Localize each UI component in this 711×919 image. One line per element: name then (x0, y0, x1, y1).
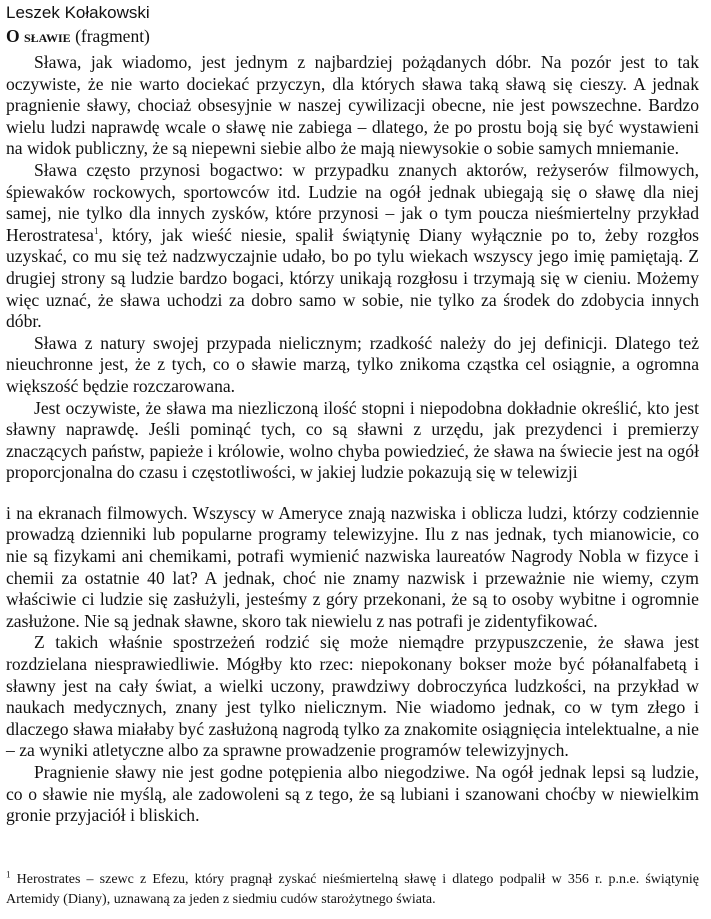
footnote-mark: 1 (6, 869, 11, 880)
paragraph-4-continued: i na ekranach filmowych. Wszyscy w Ameryce znają nazwiska i oblicza ludzi, którzy codziennie prowadzą dzienniki lub popularne programy telewizyjne. Ilu z nas jednak, tych mianowicie, co nie są fizykami ani chemikami, potrafi wymienić nazwiska laureatów Nagrody Nobla w fizyce i chemii za ostatnie 40 lat? A jednak, choć nie znamy nazwisk i przeważnie nie wiemy, czym właściwie ci ludzie się zasłużyli, jesteśmy z góry przekonani, że są to osoby wybitne i ogromnie zasłużone. Nie są jednak sławne, skoro tak niewielu z nas potrafi je zidentyfikować. (6, 502, 699, 631)
footnote-reference: 1 (93, 225, 99, 236)
paragraph-1: Sława, jak wiadomo, jest jednym z najbardziej pożądanych dóbr. Na pozór jest to tak oczywiste, że nie warto dociekać przyczyn, dla których sława taką sławą się cieszy. A jednak pragnienie sławy, chociaż obsesyjnie w naszej cywilizacji obecne, nie jest powszechne. Bardzo wielu ludzi naprawdę wcale o sławę nie zabiega – dlatego, że po prostu boją się być wystawieni na widok publiczny, że są niepewni siebie albo że mają niewysokie o sobie samych mniemanie. (6, 52, 699, 159)
title-subtitle: (fragment) (70, 26, 150, 46)
paragraph-6: Pragnienie sławy nie jest godne potępienia albo niegodziwe. Na ogół jednak lepsi są ludzie, co o sławie nie myślą, ale zadowoleni są z tego, że są lubiani i szanowani choćby w niewielkim gronie przyjaciół i bliskich. (6, 762, 699, 826)
paragraph-4: Jest oczywiste, że sława ma niezliczoną ilość stopni i niepodobna dokładnie określić, kto jest sławny naprawdę. Jeśli pominąć tych, co są sławni z urzędu, jak prezydenci i premierzy znaczących państw, papieże i królowie, wolno chyba powiedzieć, że sława na świecie jest na ogół proporcjonalna do czasu i częstotliwości, w jakiej ludzie pokazują się w telewizji (6, 397, 699, 483)
footnote (6, 870, 699, 910)
paragraph-5: Z takich właśnie spostrzeżeń rodzić się może niemądre przypuszczenie, że sława jest rozdzielana niesprawiedliwie. Mógłby kto rzec: niepokonany bokser może być półanalfabetą i sławny jest na cały świat, a wielki uczony, prawdziwy dobroczyńca ludzkości, na przykład w naukach medycznych, znany jest tylko nielicznym. Nie wiadomo jednak, co w tym złego i dlaczego sława miałaby być zasłużoną nagrodą tylko za znakomite osiągnięcia intelektualne, a nie – za wyniki atletyczne albo za sprawne prowadzenie programów telewizyjnych. (6, 632, 699, 761)
document-page (6, 2, 699, 907)
document-title (6, 24, 699, 48)
paragraph-3: Sława z natury swojej przypada nielicznym; rzadkość należy do jej definicji. Dlatego też nieuchronne jest, że z tych, co o sławie marzą, tylko znikoma cząstka cel osiągnie, a ogromna większość będzie rozczarowana. (6, 332, 699, 396)
paragraph-2 (6, 160, 699, 333)
footnote-text: Herostrates – szewc z Efezu, który pragnął zyskać nieśmiertelną sławę i dlatego podpalił w 356 r. p.n.e. świątynię Artemidy (Diany), uznawaną za jeden z siedmiu cudów starożytnego świata. (6, 872, 699, 907)
paragraph-2-text-b: , który, jak wieść niesie, spalił świątynię Diany wyłącznie po to, żeby rozgłos uzyskać, co mu się też nadzwyczajnie udało, bo po tylu wiekach wszyscy jego imię pamiętają. Z drugiej strony są ludzie bardzo bogaci, którzy unikają rozgłosu i trzymają się w cieniu. Możemy więc uznać, że sława uchodzi za dobro samo w sobie, nie tylko za środek do zdobycia innych dóbr. (6, 224, 699, 332)
paragraph-2-text-a: Sława często przynosi bogactwo: w przypadku znanych aktorów, reżyserów filmowych, śpiewaków rockowych, sportowców itd. Ludzie na ogół jednak ubiegają się o sławę dla niej samej, nie tylko dla innych zysków, które przynosi – jak o tym poucza nieśmiertelny przykład Herostratesa (6, 159, 699, 245)
author-name: Leszek Kołakowski (6, 3, 150, 22)
page-break-gap (6, 484, 699, 503)
title-main: O sławie (6, 26, 71, 46)
